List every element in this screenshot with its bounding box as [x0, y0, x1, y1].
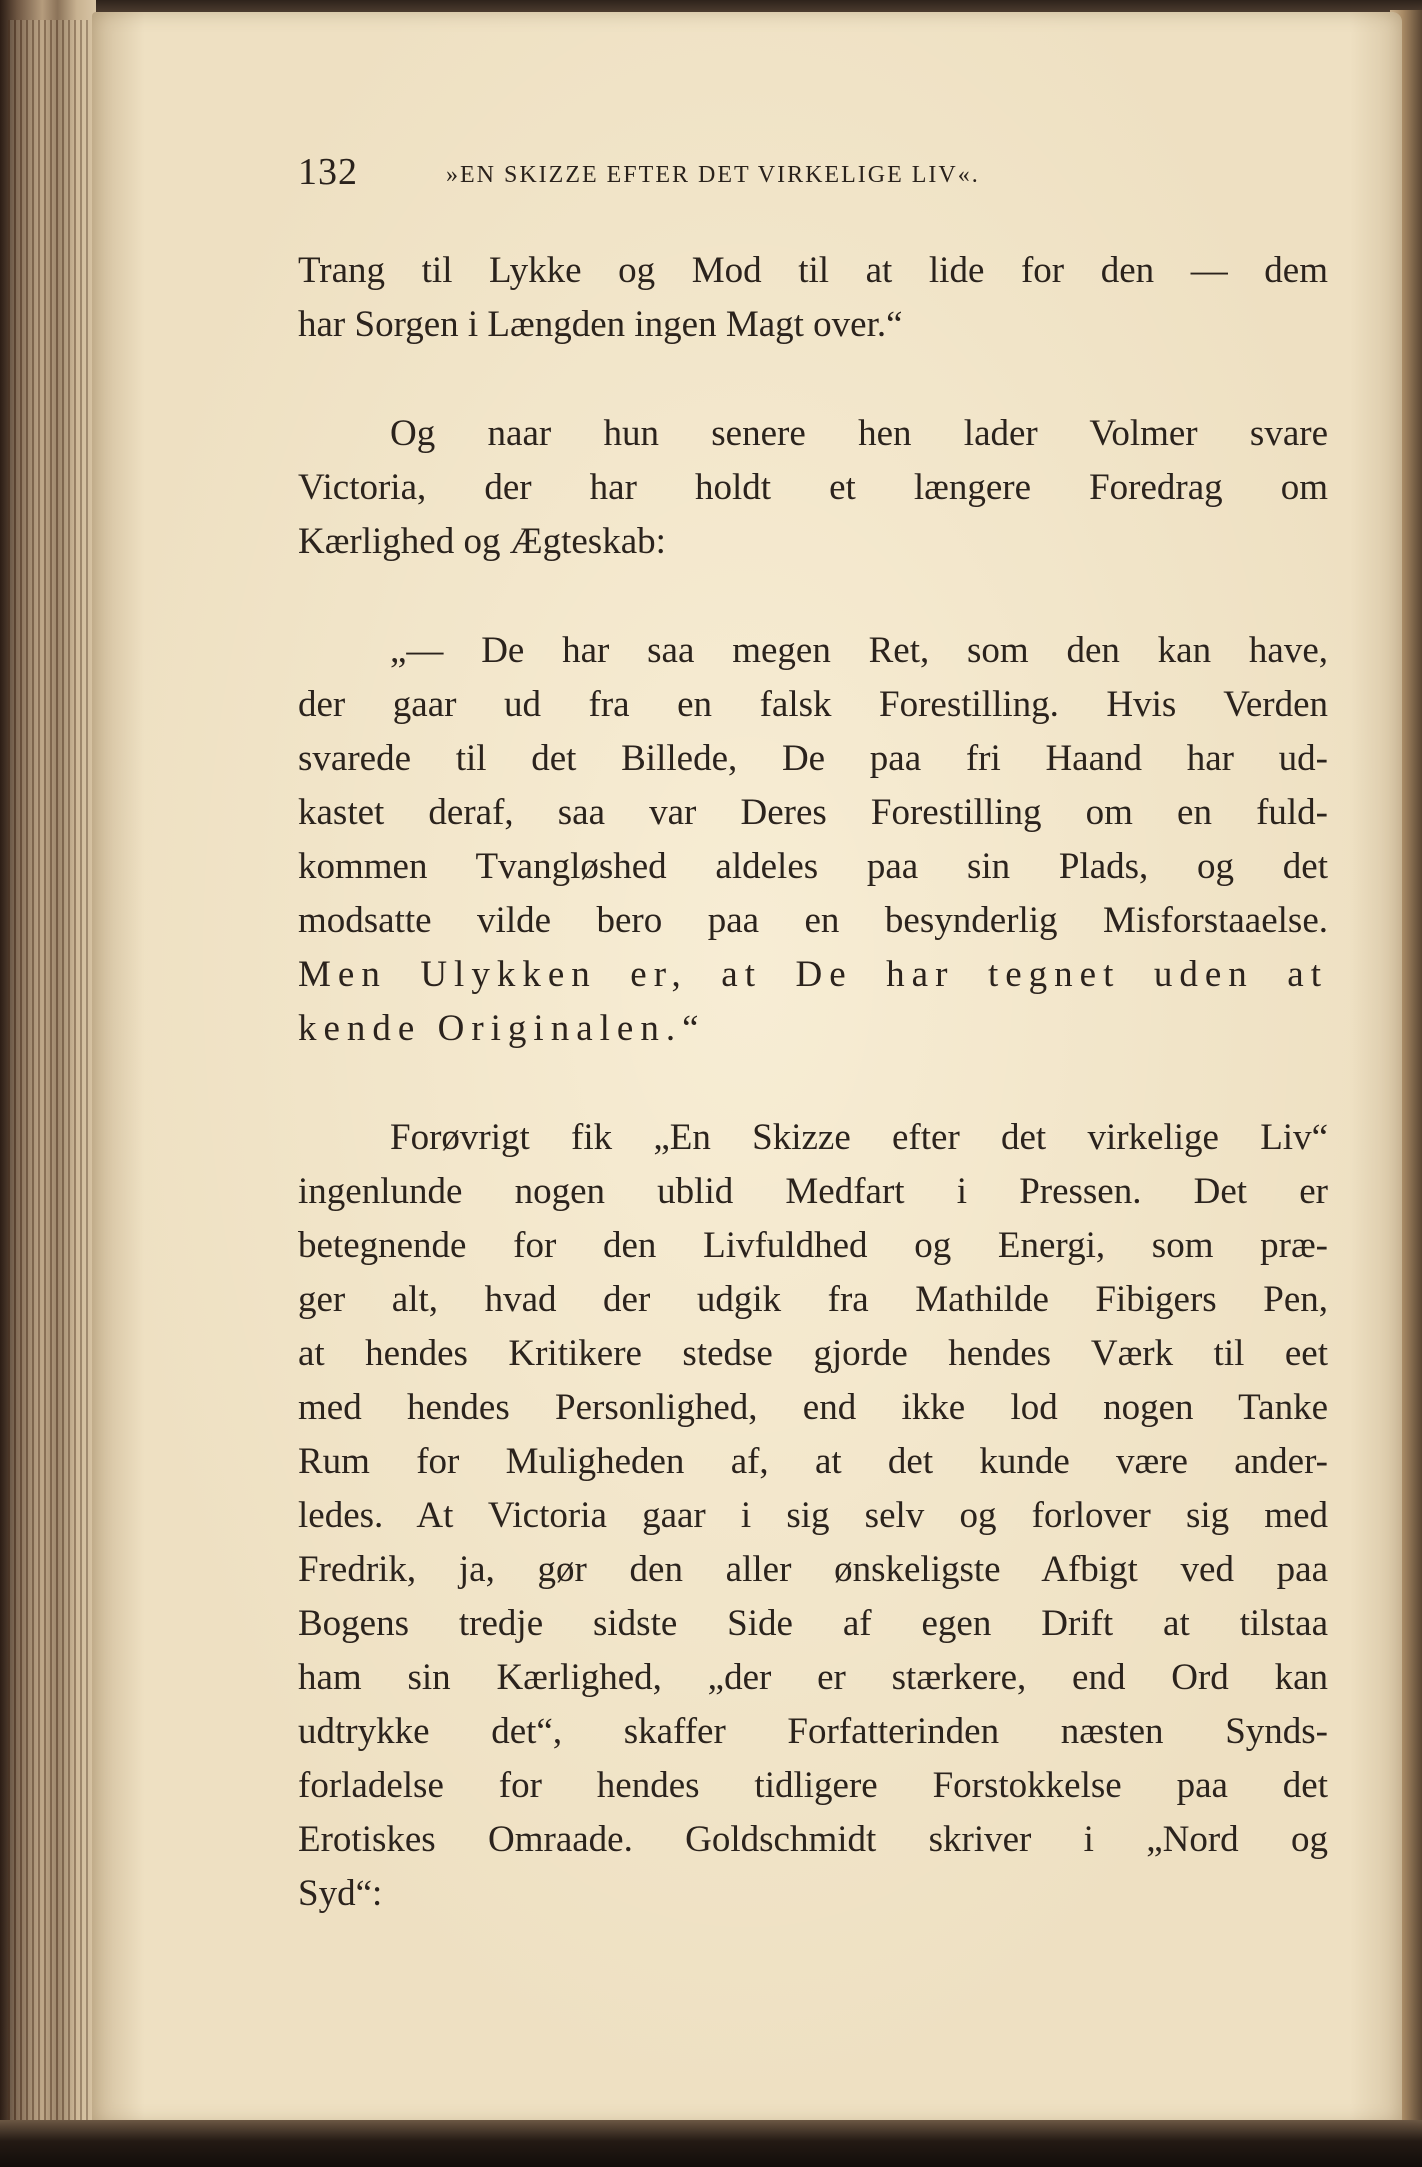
paragraph-gap	[298, 1056, 1328, 1111]
text-line: ledes. At Victoria gaar i sig selv og forlover sig med	[298, 1495, 1328, 1536]
book-spine	[0, 0, 96, 2167]
text-line: ingenlunde nogen ublid Medfart i Pressen. Det er	[298, 1171, 1328, 1212]
text-line: Kærlighed og Ægteskab:	[298, 521, 666, 562]
text-line: modsatte vilde bero paa en besynderlig Misforstaaelse.	[298, 900, 1328, 941]
text-line: Fredrik, ja, gør den aller ønskeligste Afbigt ved paa	[298, 1549, 1328, 1590]
text-line: der gaar ud fra en falsk Forestilling. Hvis Verden	[298, 684, 1328, 725]
text-line: kommen Tvangløshed aldeles paa sin Plads, og det	[298, 846, 1328, 887]
text-line: Erotiskes Omraade. Goldschmidt skriver i „Nord og	[298, 1819, 1328, 1860]
text-line: Men Ulykken er, at De har tegnet uden at	[298, 954, 1328, 995]
paragraph	[298, 407, 1328, 569]
page-header	[298, 150, 1198, 200]
text-line: Victoria, der har holdt et længere Foredrag om	[298, 467, 1328, 508]
text-line: Forøvrigt fik „En Skizze efter det virkelige Liv“	[390, 1117, 1328, 1158]
bottom-shadow	[0, 2120, 1422, 2167]
quotation-paragraph	[298, 624, 1328, 1056]
text-line: kastet deraf, saa var Deres Forestilling om en fuld-	[298, 792, 1328, 833]
paragraph-gap	[298, 352, 1328, 407]
text-line: Trang til Lykke og Mod til at lide for den — dem	[298, 250, 1328, 291]
text-line: Rum for Muligheden af, at det kunde være ander-	[298, 1441, 1328, 1482]
text-line: at hendes Kritikere stedse gjorde hendes Værk til eet	[298, 1333, 1328, 1374]
text-line: ger alt, hvad der udgik fra Mathilde Fibigers Pen,	[298, 1279, 1328, 1320]
paragraph	[298, 1111, 1328, 1921]
text-line: Og naar hun senere hen lader Volmer svare	[390, 413, 1328, 454]
spine-page-edges	[8, 20, 88, 2130]
text-line: ham sin Kærlighed, „der er stærkere, end Ord kan	[298, 1657, 1328, 1698]
paragraph	[298, 244, 1328, 352]
text-line: Syd“:	[298, 1873, 383, 1914]
page-number: 132	[298, 151, 358, 193]
text-line: har Sorgen i Længden ingen Magt over.“	[298, 304, 903, 345]
text-line: „— De har saa megen Ret, som den kan have,	[390, 630, 1328, 671]
text-line: svarede til det Billede, De paa fri Haand har ud-	[298, 738, 1328, 779]
text-line: betegnende for den Livfuldhed og Energi, som præ-	[298, 1225, 1328, 1266]
paragraph-gap	[298, 569, 1328, 624]
running-title: »EN SKIZZE EFTER DET VIRKELIGE LIV«.	[446, 162, 980, 188]
text-line: forladelse for hendes tidligere Forstokkelse paa det	[298, 1765, 1328, 1806]
text-line: udtrykke det“, skaffer Forfatterinden næsten Synds-	[298, 1711, 1328, 1752]
text-line: Bogens tredje sidste Side af egen Drift at tilstaa	[298, 1603, 1328, 1644]
body-text	[298, 244, 1328, 1921]
text-line: kende Originalen.“	[298, 1008, 706, 1049]
text-line: med hendes Personlighed, end ikke lod nogen Tanke	[298, 1387, 1328, 1428]
